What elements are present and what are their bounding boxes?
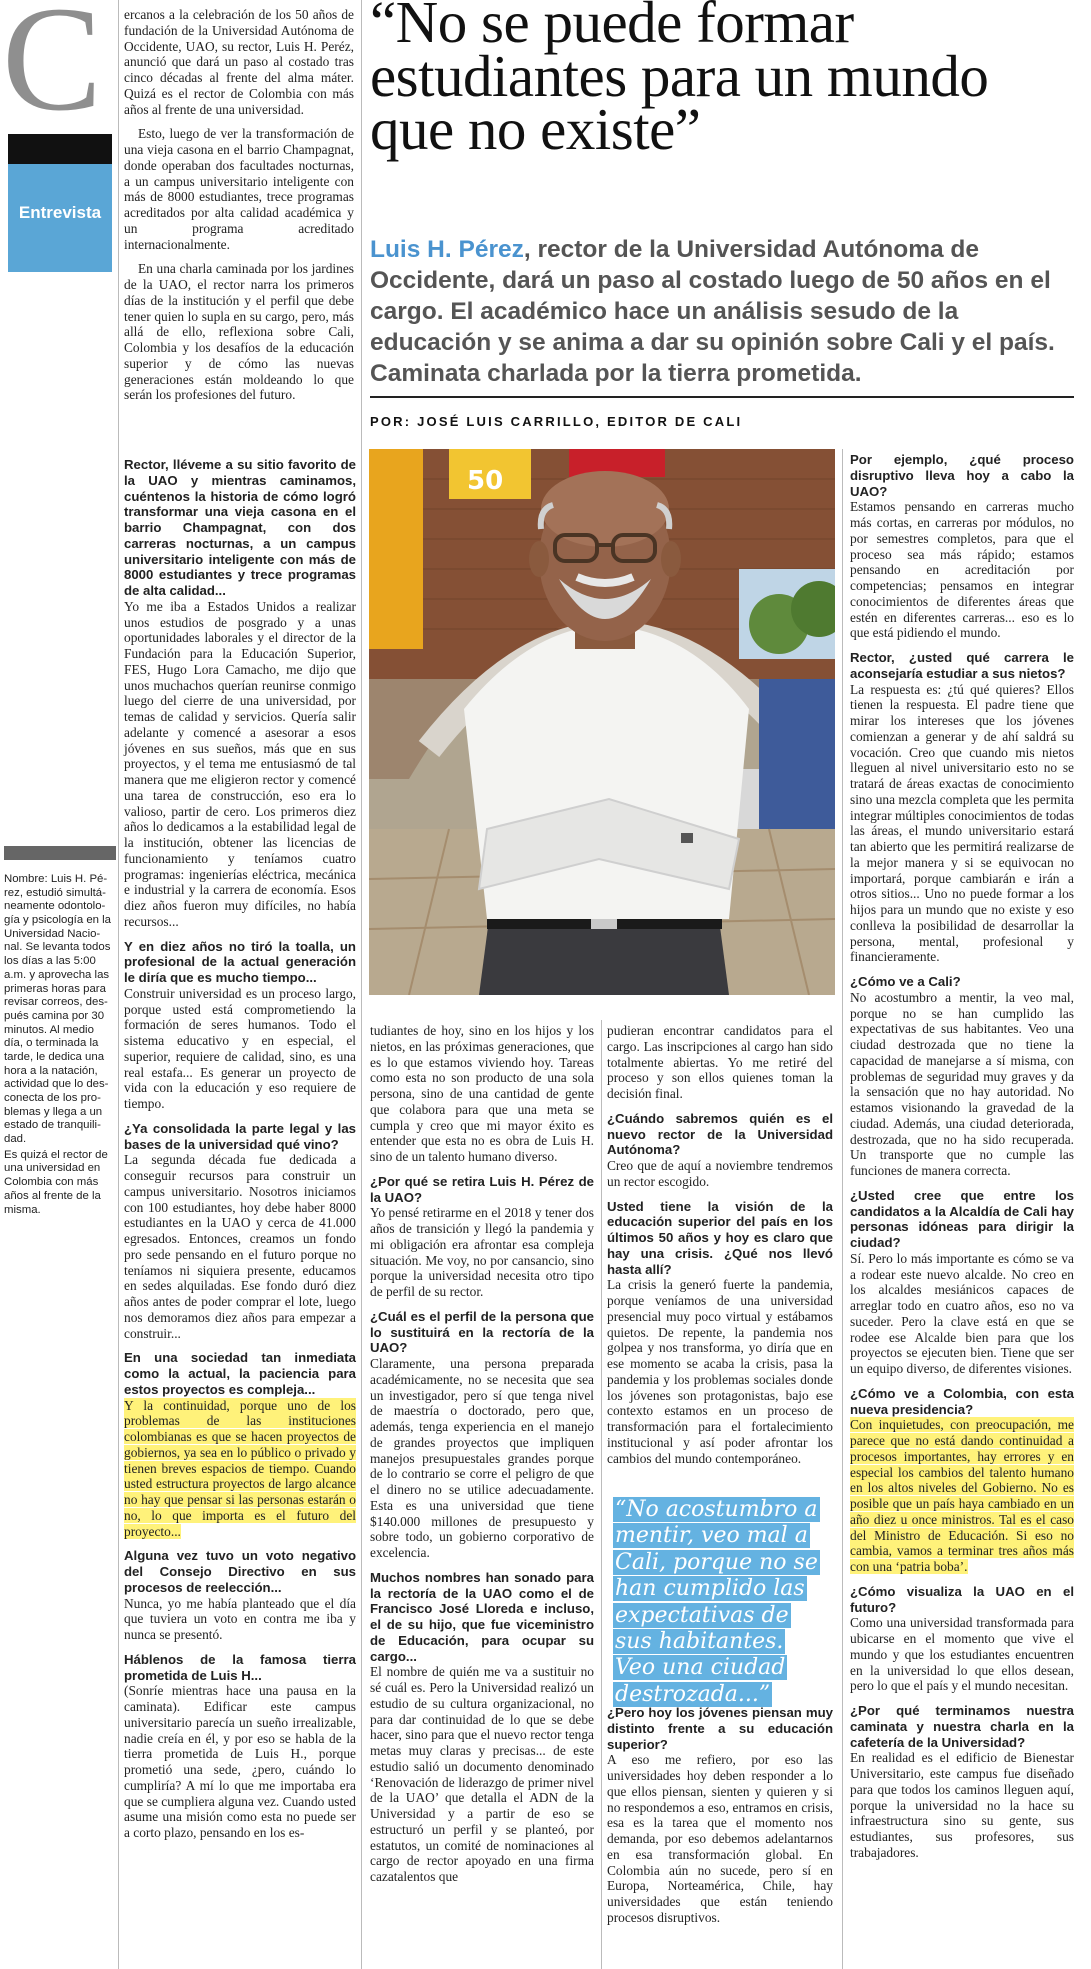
answer: En realidad es el edificio de Bienestar Universitario, este campus fue diseñado para que todos los caminos lleguen aquí, porque la universidad no la hace su infraestructura sino su gente, sus estudiantes, sus profesores, sus trabajadores. <box>850 1750 1074 1860</box>
drop-cap: C <box>2 0 102 118</box>
question: ¿Usted cree que entre los candidatos a la Alcaldía de Cali hay personas idóneas para dirigir la ciudad? <box>850 1187 1074 1250</box>
answer: tudiantes de hoy, sino en los hijos y los nietos, en las próximas generaciones, que es lo que estamos viviendo hoy. Tareas como esta no son producto de una sola persona, sino de una cantidad de gente que colabora para que una meta se cumpla y creo que mi mayor éxito es entender que esta no es obra de Luis H. sino de un talento humano diverso. <box>370 1023 594 1164</box>
question: ¿Cómo visualiza la UAO en el futuro? <box>850 1583 1074 1615</box>
answer: Sí. Pero lo más importante es cómo se va a rodear este nuevo alcalde. No creo en los alcaldes mesiánicos capaces de arreglar todo en cuatro años, eso no va suceder. Pero la clave está en que se rodee ese Alcalde bien para que los proyectos se ejecuten bien. Tiene que ser un equipo diverso, de diferentes visiones. <box>850 1250 1074 1376</box>
deck <box>370 234 1072 390</box>
question: Rector, lléveme a su sitio favorito de la UAO y mientras caminamos, cuéntenos la historia de cómo logró transformar una vieja casona en el barrio Champagnat, con dos carreras nocturnas, a un campus universitario inteligente con más de 8000 estudiantes y trece programas de alta calidad... <box>124 457 356 598</box>
question: En una sociedad tan inmediata como la actual, la paciencia para estos proyectos es compleja... <box>124 1350 356 1397</box>
question: Rector, ¿usted qué carrera le aconsejaría estudiar a sus nietos? <box>850 650 1074 681</box>
answer: La crisis la generó fuerte la pandemia, porque veníamos de una universidad presencial muy poco virtual y estábamos quietos. De repente, la pandemia nos golpea y nos transforma, yo diría que en ese momento se acaba la crisis, pasa la pandemia y los problemas sociales donde los jóvenes son protagonistas, bajo ese contexto estamos en un proceso de transformación para el fortalecimiento institucional y así poder afrontar los cambios del mundo contemporáneo. <box>607 1277 833 1466</box>
intro-paragraph: En una charla caminada por los jardines de la UAO, el rector narra los primeros días de la institución y el perfil que debe tener quien lo supla en su cargo, pero, más allá de ello, reflexiona sobre Cali, Colombia y los desafíos de la educación superior y de cómo las nuevas generaciones están moldeando lo que serán los profesiones del futuro. <box>124 261 354 403</box>
answer: Yo me iba a Estados Unidos a realizar unos estudios de posgrado y a unas oportunidades laborales y el director de la Fundación para la Educación Superior, FES, Hugo Lora Camacho, me dijo que unos muchachos querían reunirse conmigo luego del cierre de una universidad, por temas de calidad y servicios. Quería salir adelante y comencé a asesorar a esos jóvenes en sus sueños, más que en sus proyectos, y el tema me entusiasmó de tal manera que me eligieron rector y comencé una tarea de construcción, eso era lo valioso, partir de cero. Los primeros diez años lo dedicamos a la estabilidad legal de la institución, obtener las licencias de funcionamiento y teníamos cuatro programas: ingenierías eléctrica, mecánica e industrial y la carrera de economía. Esos diez años fueron muy difíciles, no había recursos... <box>124 598 356 929</box>
question: ¿Cómo ve a Colombia, con esta nueva presidencia? <box>850 1385 1074 1417</box>
question: ¿Ya consolidada la parte legal y las bases de la universidad qué vino? <box>124 1120 356 1152</box>
column-rule <box>601 1020 602 1969</box>
question: ¿Cómo ve a Cali? <box>850 974 961 989</box>
answer: El nombre de quién me va a sustituir no sé cuál es. Pero la Universidad realizó un estudio de su cultura organizacional, no para dar continuidad de lo que se debe hacer, sino para que el nuevo rector tenga metas muy claras y precisas... de este estudio salió un documento denominado ‘Renovación de liderazgo de primer nivel de la UAO’ que detalla el ADN de la Universidad y a partir de eso se estructuró un perfil y se planteó, por estatutos, un comité de nominaciones al cargo de rector apoyado en una firma cazatalentos que <box>370 1664 594 1884</box>
question: Por ejemplo, ¿qué proceso disruptivo lleva hoy a cabo la UAO? <box>850 452 1074 499</box>
intro-paragraph: Esto, luego de ver la transformación de una vieja casona en el barrio Champagnat, donde operaban dos facultades nocturnas, a un campus universitario inteligente con más de 8000 estudiantes, trece programas acreditados por alta calidad académica y un programa acreditado internacionalmente. <box>124 126 354 252</box>
section-tab-bar <box>8 134 112 164</box>
bio-box <box>4 873 116 1219</box>
answer: Como una universidad transformada para ubicarse en el momento que vive el mundo y que los estudiantes encuentren en la universidad lo que ellos desean, pero lo que el país y el mundo necesitan. <box>850 1615 1074 1694</box>
portrait-photo <box>369 449 835 995</box>
answer: (Sonríe mientras hace una pausa en la caminata). Edificar este campus universitario parecía un sueño irrealizable, nadie creía en él, y por eso se habla de la tierra prometida de Luis H., porque prometió una sede, ¿pero, cuándo lo cumpliría? A mí lo que me importaba era que se cumpliera alguna vez. Cuando usted asume una misión como esta no puede ser a corto plazo, pensando en los es- <box>124 1683 356 1840</box>
deck-name: Luis H. Pérez <box>370 236 524 263</box>
answer: La segunda década fue dedicada a conseguir recursos para construir un campus universitario. Nosotros iniciamos con 100 estudiantes, hoy debe haber 8000 estudiantes en la UAO y cerca de 41.000 egresados. Entonces, creamos un fondo pro sede pensando en el futuro porque no teníamos ni siquiera presente, educamos en sedes alquiladas. Ese fondo duró diez años antes de poder comprar el lote, luego nos demoramos diez años para empezar a construir... <box>124 1152 356 1341</box>
section-tab <box>8 164 112 272</box>
answer: Claramente, una persona preparada académicamente, no se necesita que sea un investigador, pero sí que tenga nivel de maestría o doctorado, pero que, además, tenga experiencia en el manejo de grandes proyectos que impliquen manejos presupuestales grandes porque de lo contrario se corre el peligro de que el dinero no se utilice adecuadamente. Esta es una universidad que tiene $140.000 millones de presupuesto y sobre todo, un gobierno corporativo de excelencia. <box>370 1356 594 1560</box>
column-4 <box>607 1023 833 1475</box>
lead-paragraph: ercanos a la celebración de los 50 años de fundación de la Universidad Autónoma de Occidente, UAO, su rector, Luis H. Peréz, anunció que dará un paso al costado tras cinco décadas al frente del alma máter. Quizá es el rector de Colombia con más años al frente de una universidad. <box>124 7 354 117</box>
headline-rule <box>370 396 1074 398</box>
highlighted-answer: Con inquietudes, con preocupación, me parece que no está dando continuidad a procesos importantes, hay errores y en especial los cambios del talento humano en los altos niveles del Gobierno. No es posible que un país haya cambiado en un año diez u once ministros. Tal es el caso del Ministro de Educación. Si eso no cambia, vamos a terminar tres años más con una ‘patria boba’. <box>850 1417 1074 1574</box>
answer: A eso me refiero, por eso las universidades hoy deben responder a lo que ellos piensan, sienten y quieren y si no respondemos a eso, entramos en crisis, esa es la tarea que el momento nos demanda, por eso debemos adelantarnos en esa transformación global. En Colombia aún no sucede, pero sí en Europa, Norteamérica, Chile, hay universidades que están teniendo procesos disruptivos. <box>607 1752 833 1925</box>
question: Háblenos de la famosa tierra prometida de Luis H... <box>124 1651 356 1683</box>
column-2 <box>124 457 356 1850</box>
question: Y en diez años no tiró la toalla, un profesional de la actual generación le diría que es mucho tiempo... <box>124 938 356 985</box>
answer: La respuesta es: ¿tú qué quieres? Ellos tienen la respuesta. El padre tiene que mirar los intereses que los jóvenes comienzan a generar y de ahí saldrá su vocación. Creo que cuando mis nietos lleguen al nivel universitario esto no se tratará de áreas exactas de conocimiento sino una mezcla completa que les permita integrar múltiples conocimientos de todas las áreas, el mundo universitario estará tan abierto que les permitirá realizarse de la mejor manera y si se equivocan no importará, porque cambiarán e irán a otros sitios... Uno no puede formar a los hijos para un mundo que no existe y eso conlleva la posibilidad de desarrollar la persona, mental, profesional y financieramente. <box>850 681 1074 965</box>
intro-column <box>124 7 354 412</box>
bio-paragraph: Es quizá el rector de una universidad en Colombia con más años al frente de la misma. <box>4 1148 108 1216</box>
pull-quote <box>613 1497 828 1708</box>
column-4-bottom <box>607 1705 833 1935</box>
question: ¿Cuál es el perfil de la persona que lo sustituirá en la rectoría de la UAO? <box>370 1308 594 1356</box>
question: Muchos nombres han sonado para la rectoría de la UAO como el de Francisco José Lloreda e incluso, el de su hijo, que fue viceministro de Educación, para ocupar su cargo... <box>370 1569 594 1664</box>
deck-text: , rector de la Universidad Autónoma de Occidente, dará un paso al costado luego de 50 años en el cargo. El académico hace un análisis sesudo de la educación y se anima a dar su opinión sobre Cali y el país. Caminata charlada por la tierra prometida. <box>370 236 1055 388</box>
answer: Creo que de aquí a noviembre tendremos un rector escogido. <box>607 1158 833 1189</box>
column-rule <box>118 0 119 1969</box>
photo-illustration <box>369 449 835 995</box>
question: Alguna vez tuvo un voto negativo del Consejo Directivo en sus procesos de reelección... <box>124 1548 356 1595</box>
answer: pudieran encontrar candidatos para el cargo. Las inscripciones al cargo han sido totalmente abiertas. Yo me retiré del proceso y son ellos quienes toman la decisión final. <box>607 1023 833 1101</box>
headline: “No se puede formar estudiantes para un mundo que no existe” <box>370 0 989 163</box>
column-rule <box>361 0 362 1969</box>
question: ¿Por qué se retira Luis H. Pérez de la UAO? <box>370 1173 594 1205</box>
byline: POR: JOSÉ LUIS CARRILLO, EDITOR DE CALI <box>370 414 743 429</box>
answer: Yo pensé retirarme en el 2018 y tener dos años de transición y llegó la pandemia y mi obligación era afrontar esa compleja situación. Me voy, no por cansancio, sino porque la universidad necesita otro tipo de perfil de su rector. <box>370 1205 594 1299</box>
answer: Nunca, yo me había planteado que el día que tuviera un voto en contra me iba y nunca se presentó. <box>124 1595 356 1642</box>
question: Usted tiene la visión de la educación superior del país en los últimos 50 años y hoy es claro que hay una crisis. ¿Qué nos llevó hasta allí? <box>607 1198 833 1277</box>
column-rule <box>842 449 843 1969</box>
question: ¿Pero hoy los jóvenes piensan muy distinto frente a su educación superior? <box>607 1705 833 1752</box>
question: ¿Cuándo sabremos quién es el nuevo rector de la Universidad Autónoma? <box>607 1110 833 1158</box>
pull-quote-text: “No acostumbro a mentir, veo mal a Cali, porque no se han cumplido las expectativas de sus habitantes. Veo una ciudad destrozada...” <box>615 1497 818 1707</box>
column-3 <box>370 1023 594 1894</box>
answer: Estamos pensando en carreras mucho más cortas, en carreras por módulos, no por semestres completos, para que el proceso sea más rápido; estamos pensando en acreditación por competencias; pensamos en integrar conocimientos de diferentes áreas que estén en diferentes carreras... eso es lo que está pidiendo el mundo. <box>850 499 1074 641</box>
section-label: Entrevista <box>18 203 102 222</box>
highlighted-answer: Y la continuidad, porque uno de los problemas de las instituciones colombianas es que se hacen proyectos de gobiernos, ya sea en lo público o privado y tienen breves espacios de tiempo. Cuando usted estructura proyectos de largo alcance no hay que pensar si las personas estarán o no, lo que importa es el futuro del proyecto... <box>124 1397 356 1539</box>
banner-number: 50 <box>467 466 504 496</box>
question: ¿Por qué terminamos nuestra caminata y nuestra charla en la cafetería de la Universidad? <box>850 1703 1074 1750</box>
bio-rule <box>4 846 116 860</box>
column-5 <box>850 452 1074 1870</box>
bio-paragraph: Nombre: Luis H. Pé-rez, estudió simultá-neamente odontolo-gía y psicología en la Universidad Nacio-nal. Se levanta todos los días a las 5:00 a.m. y aprovecha las primeras horas para revisar correos, des-pués camina por 30 minutos. Al medio día, o terminada la tarde, le dedica una hora a la natación, actividad que lo des-conecta de los pro-blemas y llega a un estado de tranquili-dad. <box>4 873 112 1146</box>
answer: Construir universidad es un proceso largo, porque usted está comprometiendo la formación de seres humanos. Todo el sistema educativo y en especial, el superior, requiere de calidad, sino, es una real estafa... Es generar un proyecto de vida con la educación y eso requiere de tiempo. <box>124 985 356 1111</box>
answer: No acostumbro a mentir, la veo mal, porque no se han cumplido las expectativas de sus habitantes. Veo una ciudad destrozada que no tiene la capacidad de manejarse a sí misma, con problemas de seguridad muy graves y da la sensación que no hay autoridad. No estamos visionando la gravedad de la ciudad. Además, una ciudad deteriorada, destrozada, que no ha sido recuperada. Un transporte que no cumple las funciones de manera correcta. <box>850 989 1074 1178</box>
